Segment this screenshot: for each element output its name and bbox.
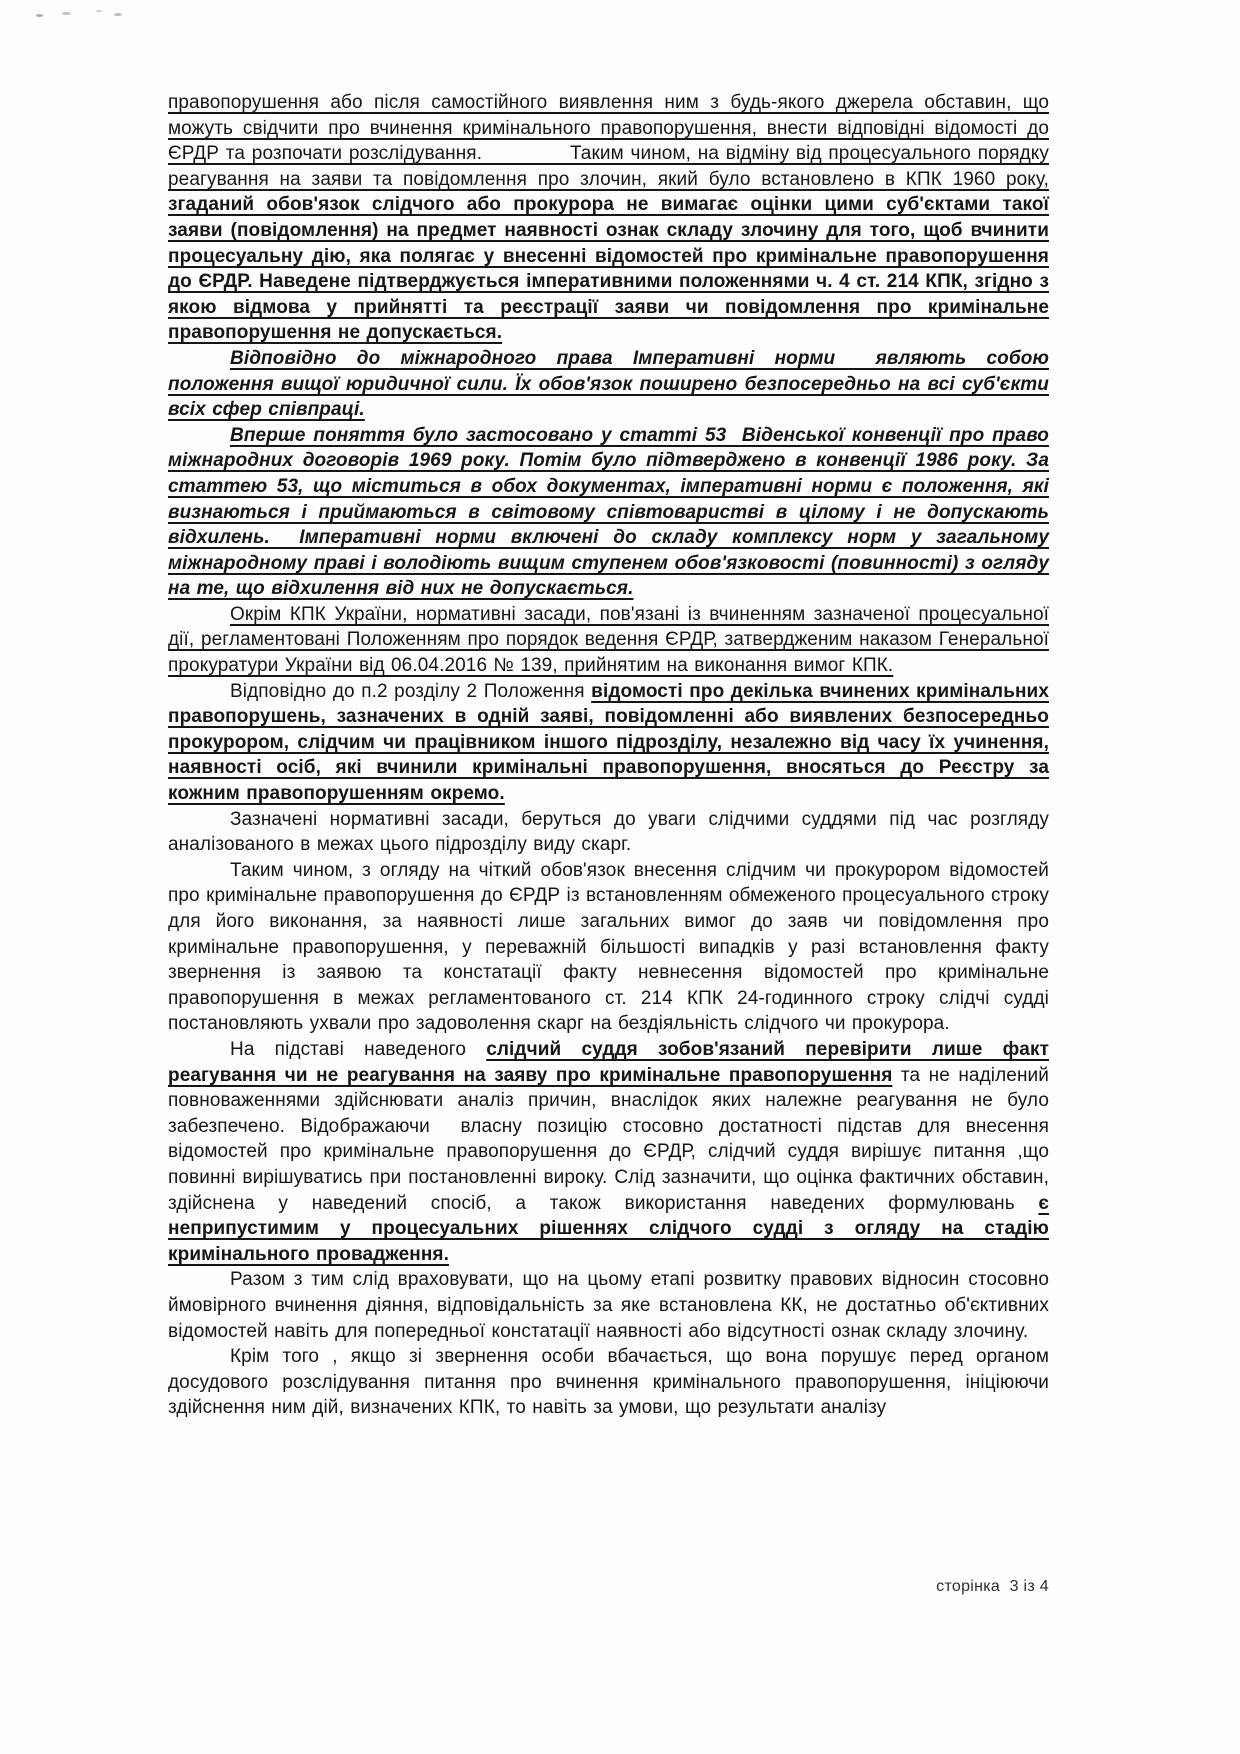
paragraph [168,807,1049,858]
document-body [168,90,1049,1421]
paragraph [168,1037,1049,1267]
text-run: На підставі наведеного [230,1038,487,1060]
scan-artifact [96,10,102,12]
text-run: та не наділений повноваженнями здійснювати аналіз причин, внаслідок яких належне реагування не було забезпечено. Відображаючи власну позицію стосовно достатності підстав для внесення відомостей про кримінальне правопорушення до ЄРДР, слідчий суддя вирішує питання ,що повинні вирішуватись при постановленні вироку. Слід зазначити, що оцінка фактичних обставин, здійснена у наведений спосіб, а також використання наведених формулювань [168,1064,1049,1214]
text-run: згаданий обов'язок слідчого або прокурора не вимагає оцінки цими суб'єктами такої заяви (повідомлення) на предмет наявності ознак складу злочину для того, щоб вчинити процесуальну дію, яка полягає у внесенні відомостей про кримінальне правопорушення до ЄРДР. Наведене підтверджується імперативними положеннями ч. 4 ст. 214 КПК, згідно з якою відмова у прийнятті та реєстрації заяви чи повідомлення про кримінальне правопорушення не допускається. [168,194,1049,344]
paragraph [168,679,1049,807]
text-run: Відповідно до міжнародного права Імперативні норми являють собою положення вищої юридичної сили. Їх обов'язок поширено безпосередньо на всі суб'єкти всіх сфер співпраці. [168,347,1049,421]
text-run: є неприпустимим у процесуальних рішеннях слідчого судді з огляду на стадію кримінального провадження. [168,1192,1049,1265]
text-run: відомості про декілька вчинених кримінальних правопорушень, зазначених в одній заяві, повідомленні або виявлених безпосередньо прокурором, слідчим чи працівником іншого підрозділу, незалежно від часу їх учинення, наявності осіб, які вчинили кримінальні правопорушення, вносяться до Реєстру за кожним правопорушенням окремо. [168,680,1049,805]
text-run: Вперше поняття було застосовано у статті 53 Віденської конвенції про право міжнародних договорів 1969 року. Потім було підтверджено в конвенції 1986 року. За статтею 53, що міститься в обох документах, імперативні норми є положення, які визнаються і приймаються в світовому співтоваристві в цілому і не допускають відхилень. Імперативні норми включені до складу комплексу норм у загальному міжнародному праві і володіють вищим ступенем обов'язковості (повинності) з огляду на те, що відхилення від них не допускається. [168,424,1049,600]
text-run: правопорушення або після самостійного виявлення ним з будь-якого джерела обставин, що можуть свідчити про вчинення кримінального правопорушення, внести відповідні відомості до ЄРДР та розпочати розслідування. Таким чином, на відміну від процесуального порядку реагування на заяви та повідомлення про злочин, який було встановлено в КПК 1960 року, [168,92,1049,190]
page-number: сторінка 3 із 4 [936,1578,1049,1595]
paragraph [168,602,1049,679]
paragraph [168,1267,1049,1344]
text-run: Відповідно до п.2 розділу 2 Положення [230,680,592,702]
paragraph [168,90,1049,346]
scan-artifact [114,13,122,16]
text-run: Разом з тим слід враховувати, що на цьому етапі розвитку правових відносин стосовно ймовірного вчинення діяння, відповідальність за яке встановлена КК, не достатньо об'єктивних відомостей навіть для попередньої констатації наявності або відсутності ознак складу злочину. [168,1269,1049,1342]
scan-artifact [36,14,43,17]
text-run: Таким чином, з огляду на чіткий обов'язок внесення слідчим чи прокурором відомостей про кримінальне правопорушення до ЄРДР із встановленням обмеженого процесуального строку для його виконання, за наявності лише загальних вимог до заяв чи повідомлення про кримінальне правопорушення, у переважній більшості випадків у разі встановлення факту звернення із заявою та констатації факту невнесення відомостей про кримінальне правопорушення в межах регламентованого ст. 214 КПК 24-годинного строку слідчі судді постановляють ухвали про задоволення скарг на бездіяльність слідчого чи прокурора. [168,859,1049,1035]
text-run: Окрім КПК України, нормативні засади, пов'язані із вчиненням зазначеної процесуальної дії, регламентовані Положенням про порядок ведення ЄРДР, затвердженим наказом Генеральної прокуратури України від 06.04.2016 № 139, прийнятим на виконання вимог КПК. [168,603,1049,677]
text-run: слідчий суддя зобов'язаний перевірити лише факт реагування чи не реагування на заяву про кримінальне правопорушення [168,1038,1049,1086]
scan-artifact [62,12,71,15]
text-run: Крім того , якщо зі звернення особи вбачається, що вона порушує перед органом досудового розслідування питання про вчинення кримінального правопорушення, ініціюючи здійснення ним дій, визначених КПК, то навіть за умови, що результати аналізу [168,1346,1049,1419]
paragraph [168,423,1049,602]
paragraph [168,858,1049,1037]
text-run: Зазначені нормативні засади, беруться до уваги слідчими суддями під час розгляду аналізованого в межах цього підрозділу виду скарг. [168,808,1049,856]
paragraph [168,346,1049,423]
paragraph [168,1344,1049,1421]
